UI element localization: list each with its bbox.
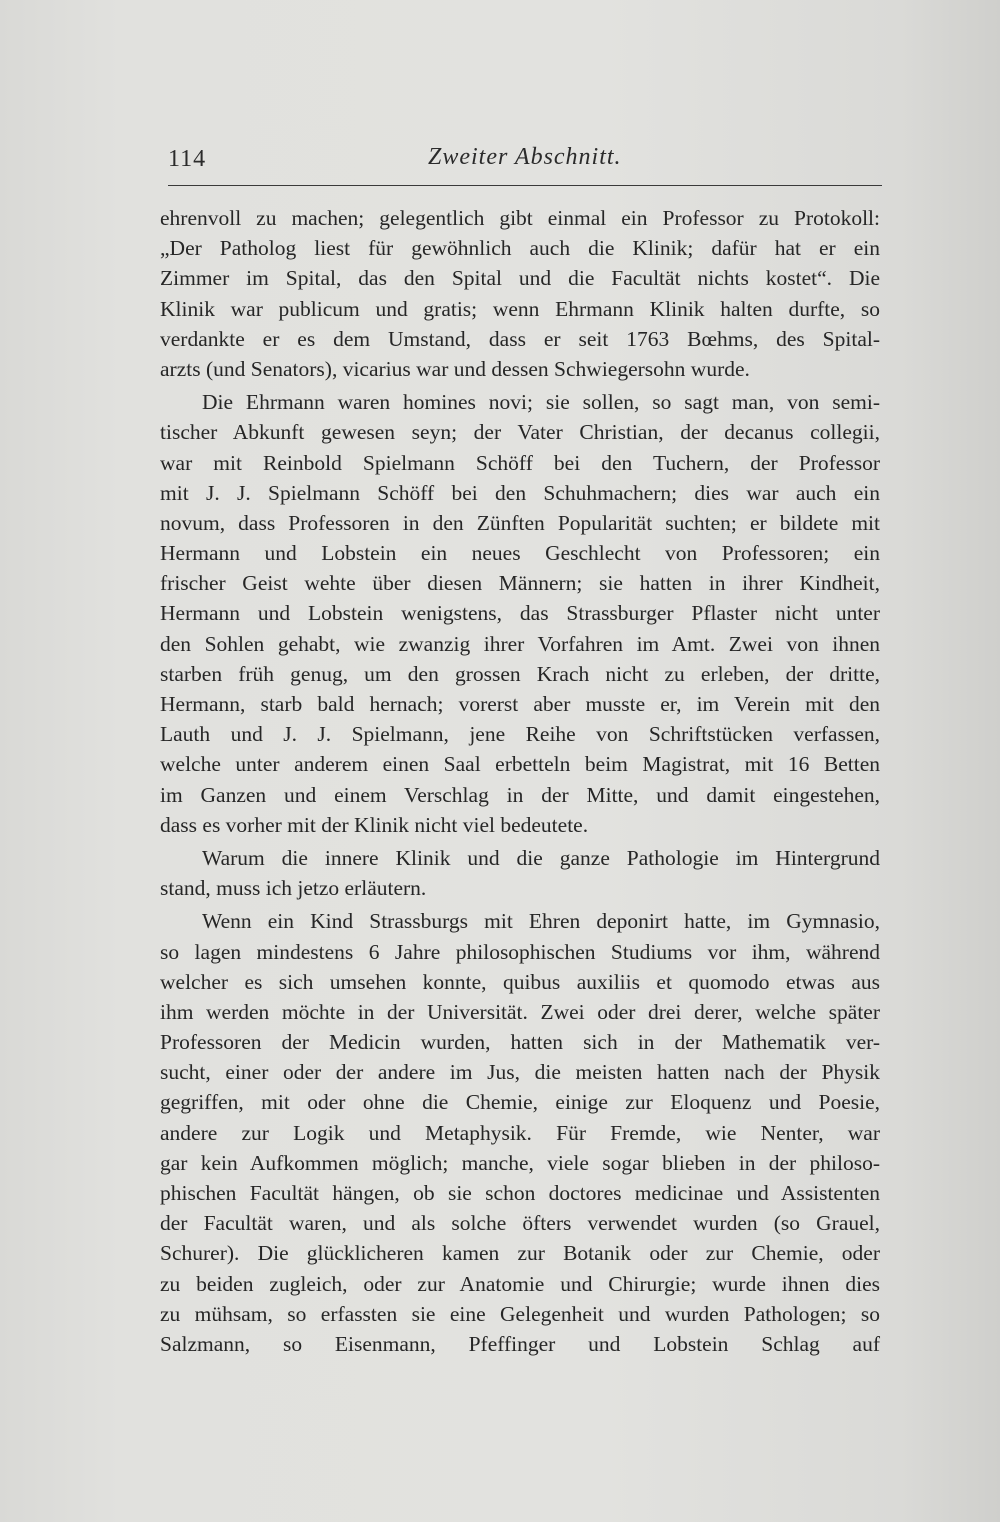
text-line: Warum die innere Klinik und die ganze Pathologie im Hintergrund [202,845,880,870]
text-line: so lagen mindestens 6 Jahre philosophischen Studiums vor ihm, während [160,939,880,964]
text-line: war mit Reinbold Spielmann Schöff bei den Tuchern, der Professor [160,450,880,475]
page-header [168,140,882,180]
text-line: „Der Patholog liest für gewöhnlich auch die Klinik; dafür hat er ein [160,236,880,261]
text-line: zu mühsam, so erfassten sie eine Gelegenheit und wurden Pathologen; so [160,1301,880,1326]
paragraph-3 [160,843,880,903]
text-line: novum, dass Professoren in den Zünften Popularität suchten; er bildete mit [160,510,880,535]
text-line: dass es vorher mit der Klinik nicht viel bedeutete. [160,812,589,837]
paragraph-1 [160,203,880,384]
text-line: Zimmer im Spital, das den Spital und die Facultät nichts kostet“. Die [160,266,880,291]
text-line: sucht, einer oder der andere im Jus, die meisten hatten nach der Physik [160,1060,880,1085]
text-line: Die Ehrmann waren homines novi; sie sollen, so sagt man, von semi- [202,390,880,415]
text-line: Salzmann, so Eisenmann, Pfeffinger und Lobstein Schlag auf [160,1331,880,1356]
text-line: Schurer). Die glücklicheren kamen zur Botanik oder zur Chemie, oder [160,1241,880,1266]
running-title: Zweiter Abschnitt. [428,144,622,170]
text-line: welcher es sich umsehen konnte, quibus auxiliis et quomodo etwas aus [160,969,880,994]
text-line: Hermann und Lobstein wenigstens, das Strassburger Pflaster nicht unter [160,601,880,626]
page-number: 114 [168,146,207,172]
text-line: andere zur Logik und Metaphysik. Für Fremde, wie Nenter, war [160,1120,880,1145]
text-line: im Ganzen und einem Verschlag in der Mitte, und damit eingestehen, [160,782,880,807]
text-line: arzts (und Senators), vicarius war und dessen Schwiegersohn wurde. [160,356,750,381]
text-line: mit J. J. Spielmann Schöff bei den Schuhmachern; dies war auch ein [160,480,880,505]
text-line: gar kein Aufkommen möglich; manche, viele sogar blieben in der philoso- [160,1150,880,1175]
text-line: Klinik war publicum und gratis; wenn Ehrmann Klinik halten durfte, so [160,296,880,321]
text-line: verdankte er es dem Umstand, dass er seit 1763 Bœhms, des Spital- [160,326,880,351]
header-rule [168,185,882,186]
paragraph-4 [160,906,880,1359]
text-line: Lauth und J. J. Spielmann, jene Reihe von Schriftstücken verfassen, [160,722,880,747]
paragraph-2 [160,387,880,840]
text-line: stand, muss ich jetzo erläutern. [160,876,427,901]
text-line: ehrenvoll zu machen; gelegentlich gibt einmal ein Professor zu Protokoll: [160,206,880,230]
body-text [160,203,880,1359]
text-line: frischer Geist wehte über diesen Männern; sie hatten in ihrer Kindheit, [160,571,880,596]
text-line: Professoren der Medicin wurden, hatten sich in der Mathematik ver- [160,1030,880,1055]
text-line: welche unter anderem einen Saal erbetteln beim Magistrat, mit 16 Betten [160,752,880,777]
text-line: der Facultät waren, und als solche öfters verwendet wurden (so Grauel, [160,1211,880,1236]
text-line: den Sohlen gehabt, wie zwanzig ihrer Vorfahren im Amt. Zwei von ihnen [160,631,880,656]
text-line: Hermann, starb bald hernach; vorerst aber musste er, im Verein mit den [160,692,880,716]
text-line: Wenn ein Kind Strassburgs mit Ehren deponirt hatte, im Gymnasio, [202,909,880,934]
text-line: starben früh genug, um den grossen Krach nicht zu erleben, der dritte, [160,661,880,686]
text-line: ihm werden möchte in der Universität. Zwei oder drei derer, welche später [160,999,880,1024]
text-line: gegriffen, mit oder ohne die Chemie, einige zur Eloquenz und Poesie, [160,1090,880,1115]
text-line: zu beiden zugleich, oder zur Anatomie und Chirurgie; wurde ihnen dies [160,1271,880,1296]
text-line: phischen Facultät hängen, ob sie schon doctores medicinae und Assistenten [160,1181,880,1205]
text-line: tischer Abkunft gewesen seyn; der Vater Christian, der decanus collegii, [160,420,880,445]
text-line: Hermann und Lobstein ein neues Geschlecht von Professoren; ein [160,541,880,566]
